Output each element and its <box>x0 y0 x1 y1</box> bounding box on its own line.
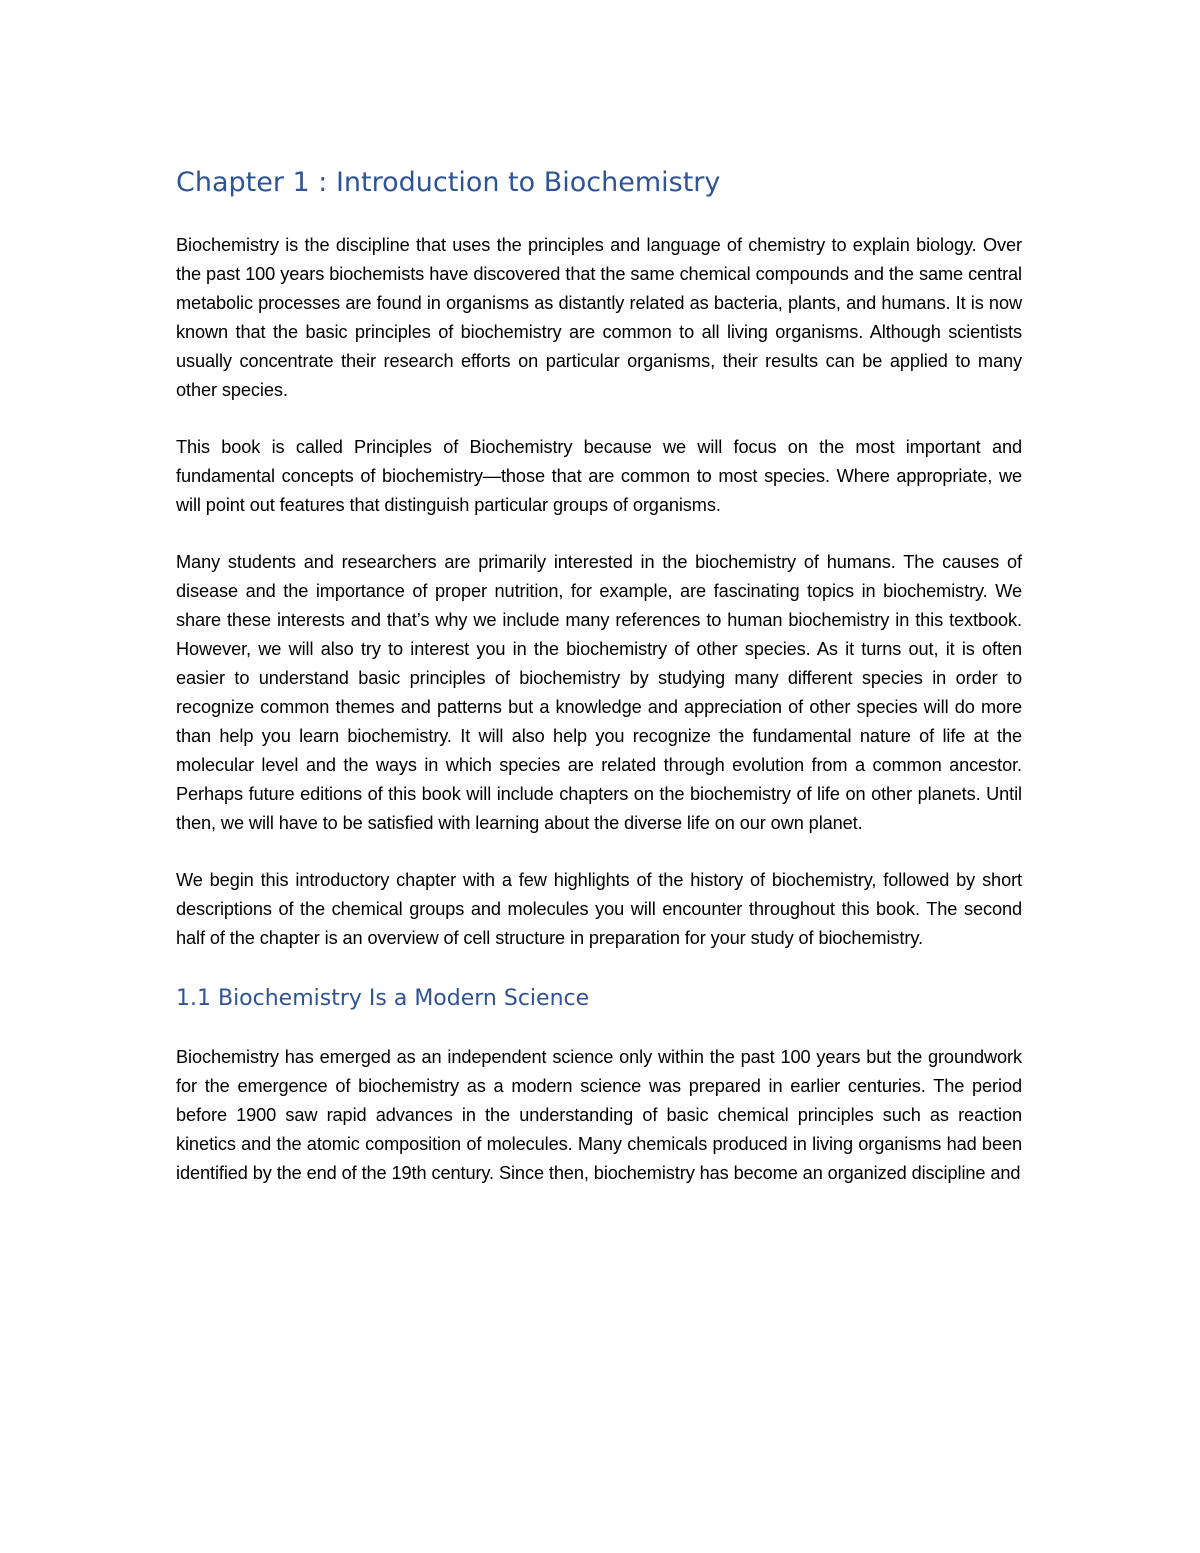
paragraph-intro-2: This book is called Principles of Biochemistry because we will focus on the most important and fundamental concepts of biochemistry—those that are common to most species. Where appropriate, we will point out features that distinguish particular groups of organisms. <box>176 437 1022 515</box>
chapter-title: Chapter 1 : Introduction to Biochemistry <box>176 167 721 198</box>
paragraph-section-1: Biochemistry has emerged as an independent science only within the past 100 years but the groundwork for the emergence of biochemistry as a modern science was prepared in earlier centuries. The period before 1900 saw rapid advances in the understanding of basic chemical principles such as reaction kinetics and the atomic composition of molecules. Many chemicals produced in living organisms had been identified by the end of the 19th century. Since then, biochemistry has become an organized discipline and <box>176 1047 1022 1183</box>
paragraph-intro-3: Many students and researchers are primarily interested in the biochemistry of humans. The causes of disease and the importance of proper nutrition, for example, are fascinating topics in biochemistry. We share these interests and that’s why we include many references to human biochemistry in this textbook. However, we will also try to interest you in the biochemistry of other species. As it turns out, it is often easier to understand basic principles of biochemistry by studying many different species in order to recognize common themes and patterns but a knowledge and appreciation of other species will do more than help you learn biochemistry. It will also help you recognize the fundamental nature of life at the molecular level and the ways in which species are related through evolution from a common ancestor. Perhaps future editions of this book will include chapters on the biochemistry of life on other planets. Until then, we will have to be satisfied with learning about the diverse life on our own planet. <box>176 552 1022 833</box>
paragraph-intro-1: Biochemistry is the discipline that uses the principles and language of chemistry to explain biology. Over the past 100 years biochemists have discovered that the same chemical compounds and the same central metabolic processes are found in organisms as distantly related as bacteria, plants, and humans. It is now known that the basic principles of biochemistry are common to all living organisms. Although scientists usually concentrate their research efforts on particular organisms, their results can be applied to many other species. <box>176 235 1022 400</box>
document-body <box>176 160 1022 1188</box>
paragraph-intro-4: We begin this introductory chapter with a few highlights of the history of biochemistry, followed by short descriptions of the chemical groups and molecules you will encounter throughout this book. The second half of the chapter is an overview of cell structure in preparation for your study of biochemistry. <box>176 870 1022 948</box>
section-title: 1.1 Biochemistry Is a Modern Science <box>176 986 590 1011</box>
